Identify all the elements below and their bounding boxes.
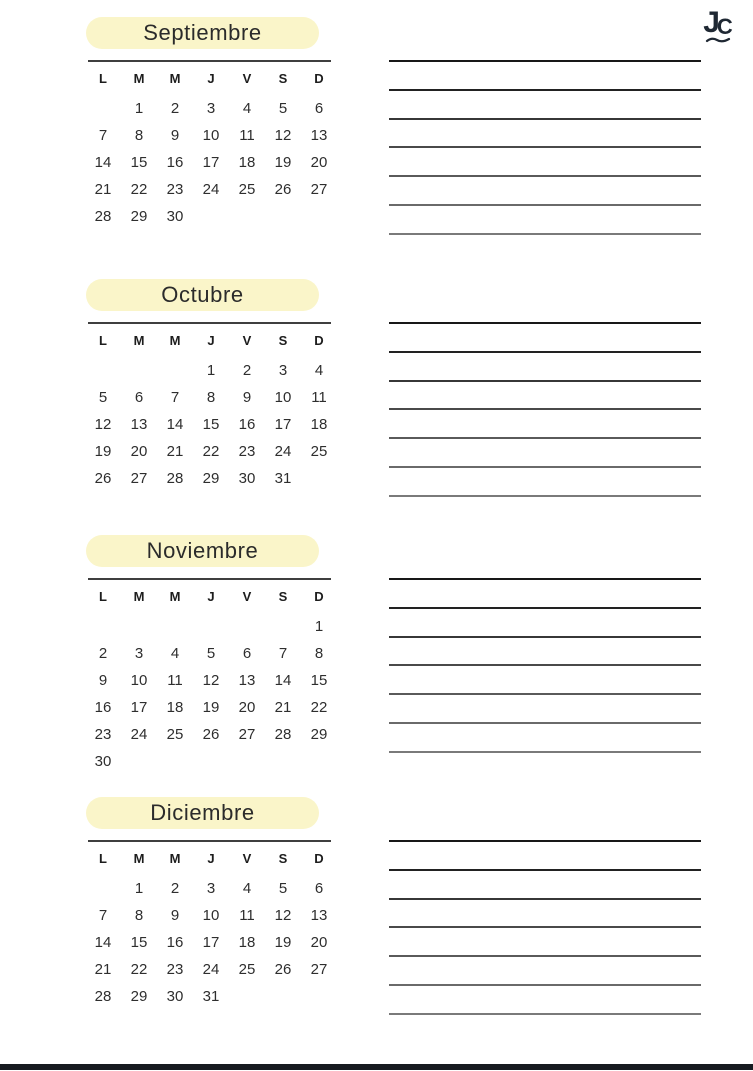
calendar-grid: [85, 580, 337, 775]
date-cell: 18: [166, 699, 184, 716]
week-row: [85, 438, 337, 465]
week-row: [85, 902, 337, 929]
date-cell: 5: [278, 100, 288, 117]
weekday-header-row: [85, 62, 337, 95]
date-cell: 16: [166, 934, 184, 951]
weekday-header: D: [314, 71, 324, 86]
date-cell: 24: [202, 961, 220, 978]
weekday-header: D: [314, 333, 324, 348]
weekday-header: M: [169, 589, 181, 604]
date-cell: 4: [314, 362, 324, 379]
date-cell: 17: [202, 154, 220, 171]
note-line: [389, 722, 701, 724]
weekday-header: S: [278, 71, 288, 86]
weekday-header: M: [169, 851, 181, 866]
note-line: [389, 664, 701, 666]
date-cell: 13: [310, 907, 328, 924]
weekday-header: V: [242, 851, 252, 866]
weekday-header: M: [169, 71, 181, 86]
week-row: [85, 667, 337, 694]
note-line: [389, 89, 701, 91]
weekday-header: V: [242, 589, 252, 604]
date-cell: 16: [238, 416, 256, 433]
date-cell: 15: [310, 672, 328, 689]
weekday-header: L: [99, 333, 107, 348]
date-cell: 23: [94, 726, 112, 743]
date-cell: 26: [202, 726, 220, 743]
date-cell: 29: [130, 208, 148, 225]
calendar-grid: [85, 842, 337, 1010]
weekday-header: D: [314, 851, 324, 866]
date-cell: 28: [94, 988, 112, 1005]
note-line: [389, 175, 701, 177]
date-cell: 12: [202, 672, 220, 689]
date-cell: 30: [166, 988, 184, 1005]
week-row: [85, 465, 337, 492]
date-cell: 20: [130, 443, 148, 460]
date-cell: 23: [238, 443, 256, 460]
note-line: [389, 146, 701, 148]
date-cell: 16: [94, 699, 112, 716]
month-section-diciembre: [0, 797, 753, 1047]
date-cell: 10: [130, 672, 148, 689]
note-line: [389, 118, 701, 120]
week-row: [85, 748, 337, 775]
month-header-pill: [86, 17, 319, 49]
date-cell: 14: [274, 672, 292, 689]
date-cell: 24: [274, 443, 292, 460]
date-cell: 19: [274, 154, 292, 171]
note-line: [389, 60, 701, 62]
note-line: [389, 955, 701, 957]
logo-letter-c: C: [716, 14, 733, 39]
week-row: [85, 694, 337, 721]
note-line: [389, 233, 701, 235]
date-cell: 27: [238, 726, 256, 743]
date-cell: 3: [134, 645, 144, 662]
month-title: Septiembre: [86, 17, 319, 49]
date-cell: 19: [274, 934, 292, 951]
notes-lines: [389, 578, 701, 758]
note-line: [389, 495, 701, 497]
date-cell: 30: [238, 470, 256, 487]
date-cell: 6: [314, 880, 324, 897]
date-cell: 25: [238, 181, 256, 198]
week-row: [85, 149, 337, 176]
date-cell: 9: [98, 672, 108, 689]
week-row: [85, 384, 337, 411]
weekday-header: S: [278, 333, 288, 348]
date-cell: 15: [130, 934, 148, 951]
date-cell: 4: [242, 100, 252, 117]
date-cell: 25: [166, 726, 184, 743]
date-cell: 7: [170, 389, 180, 406]
date-cell: 23: [166, 961, 184, 978]
date-cell: 9: [170, 907, 180, 924]
note-line: [389, 408, 701, 410]
month-header-pill: [86, 279, 319, 311]
date-cell: 20: [238, 699, 256, 716]
weekday-header: M: [133, 333, 145, 348]
date-cell: 26: [94, 470, 112, 487]
weekday-header: M: [133, 851, 145, 866]
date-cell: 31: [274, 470, 292, 487]
date-cell: 18: [238, 154, 256, 171]
date-cell: 27: [310, 961, 328, 978]
weekday-header: M: [169, 333, 181, 348]
week-row: [85, 956, 337, 983]
week-row: [85, 613, 337, 640]
date-cell: 10: [202, 907, 220, 924]
date-cell: 7: [278, 645, 288, 662]
date-cell: 15: [130, 154, 148, 171]
date-cell: 8: [314, 645, 324, 662]
date-cell: 26: [274, 181, 292, 198]
note-line: [389, 578, 701, 580]
date-cell: 24: [202, 181, 220, 198]
date-cell: 20: [310, 154, 328, 171]
note-line: [389, 840, 701, 842]
weekday-header: V: [242, 71, 252, 86]
weeks-rows: [85, 613, 337, 775]
date-cell: 18: [310, 416, 328, 433]
page-bottom-rule: [0, 1064, 753, 1070]
month-header-pill: [86, 797, 319, 829]
date-cell: 17: [202, 934, 220, 951]
week-row: [85, 176, 337, 203]
date-cell: 22: [202, 443, 220, 460]
week-row: [85, 357, 337, 384]
date-cell: 28: [274, 726, 292, 743]
date-cell: 12: [94, 416, 112, 433]
weekday-header-row: [85, 580, 337, 613]
date-cell: 8: [134, 127, 144, 144]
date-cell: 17: [130, 699, 148, 716]
weeks-rows: [85, 357, 337, 492]
week-row: [85, 122, 337, 149]
date-cell: 5: [98, 389, 108, 406]
date-cell: 5: [278, 880, 288, 897]
date-cell: 6: [314, 100, 324, 117]
date-cell: 22: [310, 699, 328, 716]
date-cell: 8: [206, 389, 216, 406]
date-cell: 21: [274, 699, 292, 716]
note-line: [389, 437, 701, 439]
notes-lines: [389, 840, 701, 1020]
note-line: [389, 607, 701, 609]
date-cell: 25: [310, 443, 328, 460]
month-section-octubre: [0, 279, 753, 529]
weekday-header: J: [207, 71, 215, 86]
date-cell: 9: [170, 127, 180, 144]
calendar-grid: [85, 62, 337, 230]
note-line: [389, 204, 701, 206]
date-cell: 27: [310, 181, 328, 198]
weekday-header: L: [99, 71, 107, 86]
date-cell: 15: [202, 416, 220, 433]
note-line: [389, 322, 701, 324]
week-row: [85, 721, 337, 748]
month-section-septiembre: [0, 17, 753, 267]
weekday-header: J: [207, 851, 215, 866]
date-cell: 10: [274, 389, 292, 406]
date-cell: 8: [134, 907, 144, 924]
date-cell: 1: [134, 100, 144, 117]
weekday-header: J: [207, 333, 215, 348]
weekday-header: J: [207, 589, 215, 604]
date-cell: 3: [278, 362, 288, 379]
date-cell: 7: [98, 907, 108, 924]
date-cell: 9: [242, 389, 252, 406]
date-cell: 14: [94, 154, 112, 171]
date-cell: 4: [170, 645, 180, 662]
date-cell: 21: [166, 443, 184, 460]
date-cell: 13: [238, 672, 256, 689]
note-line: [389, 869, 701, 871]
date-cell: 23: [166, 181, 184, 198]
date-cell: 2: [170, 880, 180, 897]
date-cell: 14: [94, 934, 112, 951]
month-header-pill: [86, 535, 319, 567]
date-cell: 26: [274, 961, 292, 978]
date-cell: 1: [134, 880, 144, 897]
date-cell: 31: [202, 988, 220, 1005]
weekday-header-row: [85, 842, 337, 875]
date-cell: 12: [274, 907, 292, 924]
weeks-rows: [85, 875, 337, 1010]
note-line: [389, 984, 701, 986]
date-cell: 24: [130, 726, 148, 743]
date-cell: 1: [314, 618, 324, 635]
date-cell: 19: [94, 443, 112, 460]
note-line: [389, 1013, 701, 1015]
weekday-header: L: [99, 589, 107, 604]
week-row: [85, 411, 337, 438]
date-cell: 13: [310, 127, 328, 144]
date-cell: 19: [202, 699, 220, 716]
date-cell: 12: [274, 127, 292, 144]
date-cell: 22: [130, 961, 148, 978]
date-cell: 14: [166, 416, 184, 433]
date-cell: 27: [130, 470, 148, 487]
date-cell: 25: [238, 961, 256, 978]
date-cell: 4: [242, 880, 252, 897]
date-cell: 2: [98, 645, 108, 662]
date-cell: 6: [242, 645, 252, 662]
weekday-header: M: [133, 589, 145, 604]
calendar-grid: [85, 324, 337, 492]
note-line: [389, 636, 701, 638]
date-cell: 2: [170, 100, 180, 117]
date-cell: 17: [274, 416, 292, 433]
date-cell: 11: [239, 907, 255, 924]
date-cell: 18: [238, 934, 256, 951]
week-row: [85, 929, 337, 956]
month-title: Noviembre: [86, 535, 319, 567]
note-line: [389, 351, 701, 353]
week-row: [85, 640, 337, 667]
note-line: [389, 926, 701, 928]
note-line: [389, 751, 701, 753]
note-line: [389, 466, 701, 468]
date-cell: 2: [242, 362, 252, 379]
date-cell: 29: [202, 470, 220, 487]
note-line: [389, 380, 701, 382]
date-cell: 13: [130, 416, 148, 433]
date-cell: 11: [167, 672, 183, 689]
note-line: [389, 898, 701, 900]
week-row: [85, 95, 337, 122]
date-cell: 28: [166, 470, 184, 487]
notes-lines: [389, 60, 701, 240]
weekday-header-row: [85, 324, 337, 357]
weekday-header: V: [242, 333, 252, 348]
month-section-noviembre: [0, 535, 753, 785]
date-cell: 30: [166, 208, 184, 225]
date-cell: 1: [206, 362, 216, 379]
notes-lines: [389, 322, 701, 502]
date-cell: 5: [206, 645, 216, 662]
weekday-header: D: [314, 589, 324, 604]
date-cell: 10: [202, 127, 220, 144]
date-cell: 11: [311, 389, 327, 406]
note-line: [389, 693, 701, 695]
date-cell: 29: [310, 726, 328, 743]
date-cell: 28: [94, 208, 112, 225]
month-title: Octubre: [86, 279, 319, 311]
date-cell: 21: [94, 961, 112, 978]
weekday-header: S: [278, 851, 288, 866]
date-cell: 30: [94, 753, 112, 770]
date-cell: 16: [166, 154, 184, 171]
weekday-header: M: [133, 71, 145, 86]
week-row: [85, 983, 337, 1010]
date-cell: 7: [98, 127, 108, 144]
week-row: [85, 875, 337, 902]
date-cell: 21: [94, 181, 112, 198]
date-cell: 3: [206, 100, 216, 117]
date-cell: 6: [134, 389, 144, 406]
weekday-header: S: [278, 589, 288, 604]
month-title: Diciembre: [86, 797, 319, 829]
date-cell: 29: [130, 988, 148, 1005]
date-cell: 22: [130, 181, 148, 198]
logo-letter-j: J: [703, 6, 717, 39]
date-cell: 11: [239, 127, 255, 144]
week-row: [85, 203, 337, 230]
weeks-rows: [85, 95, 337, 230]
date-cell: 3: [206, 880, 216, 897]
weekday-header: L: [99, 851, 107, 866]
date-cell: 20: [310, 934, 328, 951]
